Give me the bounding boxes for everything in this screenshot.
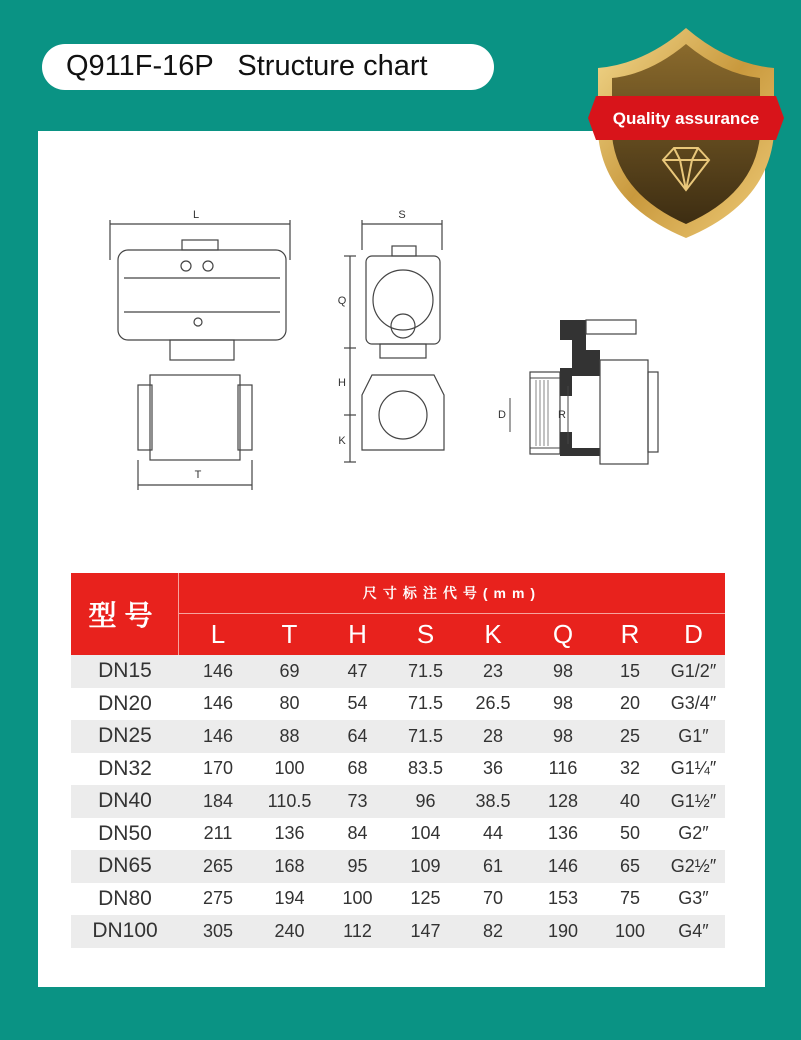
cell: G1½″: [670, 790, 717, 811]
cell: 136: [274, 823, 305, 844]
cell: 88: [279, 725, 300, 746]
table-row: [71, 655, 725, 688]
col-header-R: R: [620, 619, 640, 649]
model-cell: DN15: [98, 659, 152, 683]
cell: 128: [547, 790, 579, 811]
cell: 136: [547, 823, 579, 844]
structure-drawing: [100, 200, 680, 500]
cell: 190: [547, 920, 579, 941]
label-S: S: [398, 209, 406, 221]
dimension-header: 尺寸标注代号(mm): [179, 573, 725, 614]
cell: 168: [274, 855, 305, 876]
cell: 146: [547, 855, 579, 876]
cell: 20: [619, 693, 641, 714]
cell: G1¼″: [670, 758, 717, 779]
cell: 109: [410, 855, 441, 876]
cell: 40: [619, 790, 641, 811]
col-header-D: D: [684, 619, 703, 649]
cell: 194: [274, 888, 305, 909]
cell: G2½″: [670, 855, 717, 876]
cell: 98: [552, 660, 574, 681]
col-header-L: L: [210, 619, 226, 649]
table-row: [71, 850, 725, 883]
table-row: [71, 688, 725, 721]
cell: G3″: [678, 888, 709, 909]
label-T: T: [194, 469, 202, 481]
column-headers: [179, 614, 725, 655]
cell: 71.5: [407, 693, 444, 714]
cell: 38.5: [475, 790, 511, 811]
cell: G4″: [678, 920, 709, 941]
col-header-Q: Q: [552, 619, 574, 649]
cell: 47: [347, 660, 368, 681]
model-cell: DN40: [98, 789, 152, 813]
cell: 23: [482, 660, 504, 681]
cell: 170: [202, 758, 234, 779]
cell: G1/2″: [670, 660, 717, 681]
cell: 75: [619, 888, 641, 909]
cell: 68: [347, 758, 368, 779]
col-header-H: H: [348, 619, 367, 649]
page-title: Q911F-16P Structure chart: [66, 50, 428, 82]
cell: 83.5: [407, 758, 444, 779]
cell: 61: [482, 855, 504, 876]
cell: 147: [410, 920, 441, 941]
label-H: H: [338, 377, 346, 389]
table-row: [71, 720, 725, 753]
cell: 80: [279, 693, 300, 714]
model-cell: DN25: [98, 724, 152, 748]
cell: 146: [202, 693, 234, 714]
label-K: K: [338, 435, 346, 447]
cell: G2″: [678, 823, 709, 844]
cell: 54: [347, 693, 368, 714]
model-header: 型号: [71, 573, 179, 655]
title-pill: [42, 44, 494, 90]
cell: 44: [482, 823, 504, 844]
cell: 64: [347, 725, 368, 746]
cell: 184: [202, 790, 234, 811]
table-header: [71, 573, 725, 655]
cell: 125: [410, 888, 441, 909]
table-row: [71, 915, 725, 948]
cell: 70: [482, 888, 504, 909]
cell: 104: [410, 823, 441, 844]
cell: 95: [347, 855, 368, 876]
cell: 71.5: [407, 660, 444, 681]
cell: 116: [548, 758, 578, 779]
cell: 240: [274, 920, 305, 941]
model-cell: DN32: [98, 756, 152, 780]
cell: 100: [614, 920, 646, 941]
col-header-T: T: [281, 619, 298, 649]
cell: 32: [619, 758, 641, 779]
cell: 82: [482, 920, 504, 941]
cell: 275: [202, 888, 234, 909]
table-row: [71, 883, 725, 916]
front-view: [110, 220, 290, 490]
cell: 71.5: [407, 725, 444, 746]
cell: 211: [203, 823, 233, 844]
cell: G1″: [678, 725, 709, 746]
cell: 146: [202, 660, 234, 681]
cell: 112: [343, 920, 372, 941]
model-cell: DN65: [98, 854, 152, 878]
label-Q: Q: [337, 295, 347, 307]
cell: 98: [552, 693, 574, 714]
table-body: [71, 655, 725, 948]
table-row: [71, 753, 725, 786]
side-view: [344, 220, 444, 462]
model-cell: DN50: [98, 821, 152, 845]
cell: 69: [279, 660, 300, 681]
cell: 28: [482, 725, 504, 746]
model-cell: DN20: [98, 691, 152, 715]
cell: 110.5: [267, 790, 312, 811]
cell: 96: [415, 790, 436, 811]
section-view: [510, 320, 658, 464]
cell: 25: [619, 725, 641, 746]
cell: 36: [482, 758, 504, 779]
col-header-K: K: [484, 619, 502, 649]
cell: G3/4″: [670, 693, 717, 714]
label-L: L: [192, 209, 200, 221]
col-header-S: S: [416, 619, 435, 649]
model-cell: DN100: [92, 919, 158, 943]
cell: 100: [274, 758, 305, 779]
cell: 98: [552, 725, 574, 746]
cell: 84: [347, 823, 368, 844]
cell: 100: [342, 888, 373, 909]
cell: 26.5: [475, 693, 511, 714]
spec-table: [71, 573, 725, 948]
cell: 265: [202, 855, 234, 876]
cell: 50: [619, 823, 641, 844]
table-row: [71, 785, 725, 818]
cell: 153: [547, 888, 579, 909]
badge-text: Quality assurance: [612, 109, 760, 128]
cell: 146: [202, 725, 234, 746]
cell: 15: [619, 660, 641, 681]
model-cell: DN80: [98, 886, 152, 910]
table-row: [71, 818, 725, 851]
cell: 73: [347, 790, 368, 811]
label-R: R: [558, 409, 566, 421]
cell: 65: [619, 855, 641, 876]
cell: 305: [202, 920, 234, 941]
label-D: D: [498, 409, 506, 421]
